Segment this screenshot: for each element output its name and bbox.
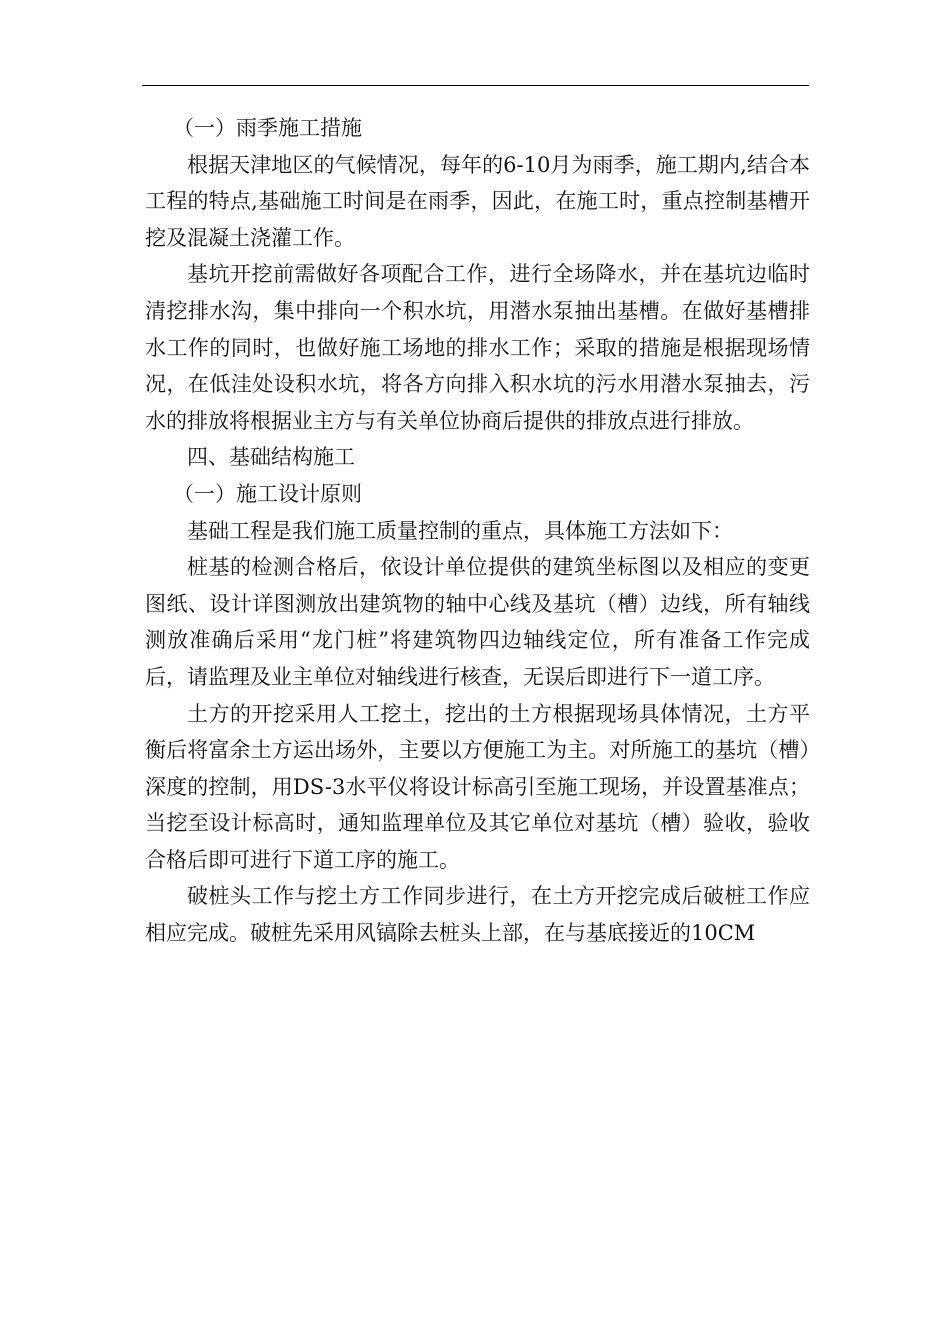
- paragraph: 破桩头工作与挖土方工作同步进行，在土方开挖完成后破桩工作应相应完成。破桩先采用风镐除去桩头上部，在与基底接近的10CM: [145, 884, 810, 946]
- paragraph: 基坑开挖前需做好各项配合工作，进行全场降水，并在基坑边临时清挖排水沟，集中排向一个积水坑，用潜水泵抽出基槽。在做好基槽排水工作的同时，也做好施工场地的排水工作；采取的措施是根据现场情况，在低洼处设积水坑，将各方向排入积水坑的污水用潜水泵抽去，污水的排放将根据业主方与有关单位协商后提供的排放点进行排放。: [145, 262, 810, 433]
- paragraph: 土方的开挖采用人工挖土，挖出的土方根据现场具体情况，土方平衡后将富余土方运出场外，主要以方便施工为主。对所施工的基坑（槽）深度的控制，用DS-3水平仪将设计标高引至施工现场，并设置基准点；当挖至设计标高时，通知监理单位及其它单位对基坑（槽）验收，验收合格后即可进行下道工序的施工。: [145, 701, 810, 872]
- section-heading-foundation: 四、基础结构施工: [187, 445, 355, 470]
- section-subheading-rainy-season: （一）雨季施工措施: [173, 116, 362, 140]
- paragraph: 桩基的检测合格后，依设计单位提供的建筑坐标图以及相应的变更图纸、设计详图测放出建筑物的轴中心线及基坑（槽）边线，所有轴线测放准确后采用“龙门桩”将建筑物四边轴线定位，所有准备工作完成后，请监理及业主单位对轴线进行核查，无误后即进行下一道工序。: [145, 555, 810, 689]
- header-rule: [142, 85, 809, 86]
- document-body: [145, 110, 810, 952]
- paragraph: 根据天津地区的气候情况，每年的6-10月为雨季，施工期内,结合本工程的特点,基础施工时间是在雨季，因此，在施工时，重点控制基槽开挖及混凝土浇灌工作。: [145, 152, 810, 250]
- paragraph: 基础工程是我们施工质量控制的重点，具体施工方法如下：: [187, 518, 733, 543]
- section-subheading-design-principles: （一）施工设计原则: [173, 481, 362, 506]
